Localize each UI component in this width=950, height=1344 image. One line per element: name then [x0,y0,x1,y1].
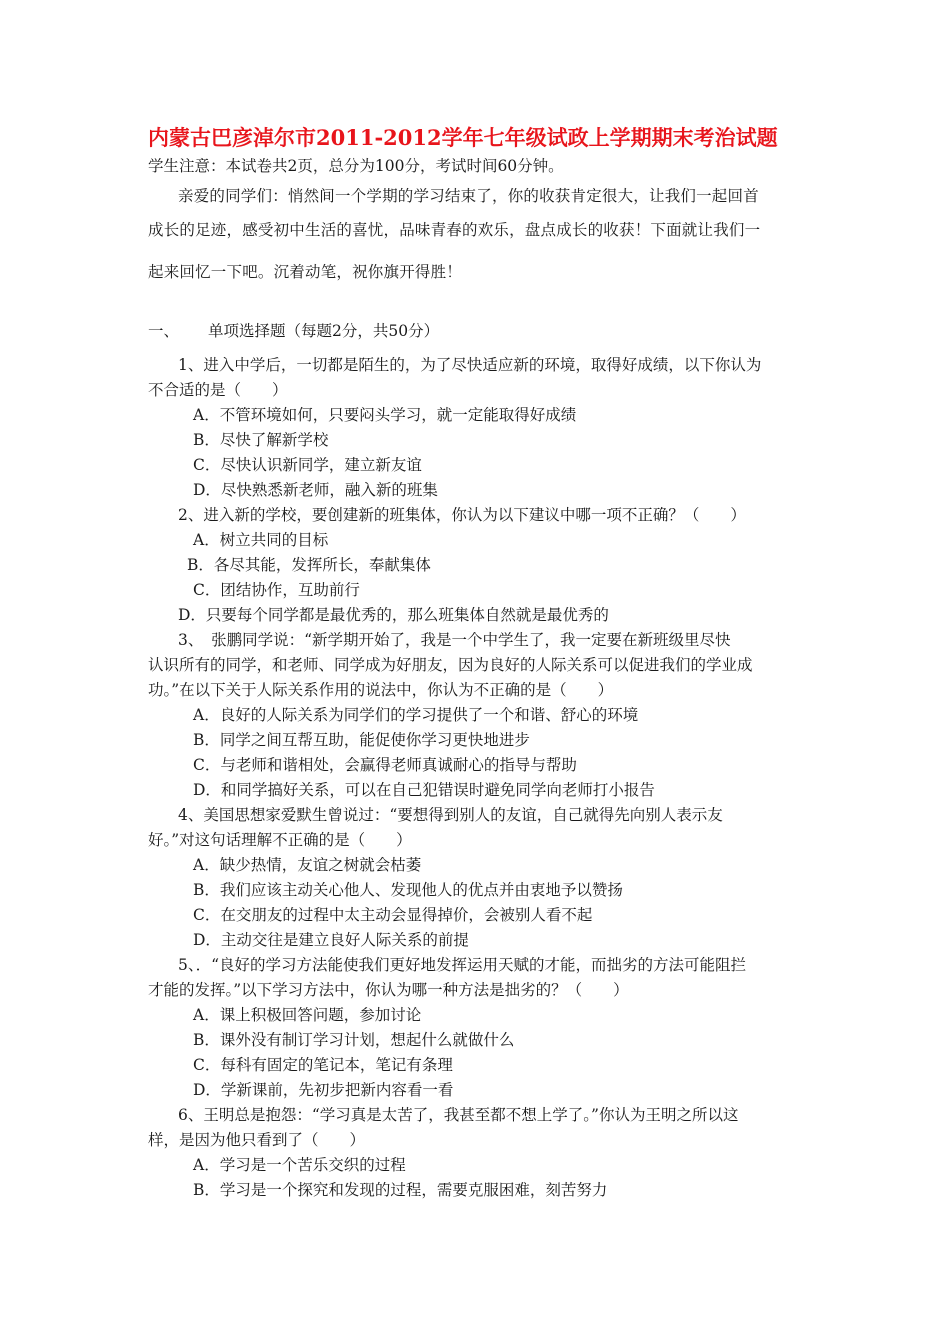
question-5-option-b: B．课外没有制订学习计划，想起什么就做什么 [193,1031,515,1049]
question-3-stem-line-2: 认识所有的同学，和老师、同学成为好朋友，因为良好的人际关系可以促进我们的学业成 [148,656,753,674]
question-2-stem: 2、进入新的学校，要创建新的班集体，你认为以下建议中哪一项不正确？（ ） [178,506,746,524]
question-1-option-d: D．尽快熟悉新老师，融入新的班集 [193,481,438,499]
question-4-option-a: A．缺少热情，友谊之树就会枯萎 [193,856,422,874]
question-4-option-d: D．主动交往是建立良好人际关系的前提 [193,931,469,949]
question-3-stem-line-1: 3、 张鹏同学说：“新学期开始了，我是一个中学生了，我一定要在新班级里尽快 [178,631,731,649]
question-5-stem-line-2: 才能的发挥。”以下学习方法中，你认为哪一种方法是拙劣的？（ ） [148,981,629,999]
question-1-option-a: A．不管环境如何，只要闷头学习，就一定能取得好成绩 [193,406,577,424]
question-4-option-c: C．在交朋友的过程中太主动会显得掉价，会被别人看不起 [193,906,593,924]
student-notice: 学生注意：本试卷共2页，总分为100分，考试时间60分钟。 [148,157,564,175]
question-4-option-b: B．我们应该主动关心他人、发现他人的优点并由衷地予以赞扬 [193,881,623,899]
question-4-stem-line-2: 好。”对这句话理解不正确的是（ ） [148,831,412,849]
question-5-stem-line-1: 5、．“良好的学习方法能使我们更好地发挥运用天赋的才能，而拙劣的方法可能阻拦 [178,956,747,974]
question-4-stem-line-1: 4、美国思想家爱默生曾说过：“要想得到别人的友谊，自己就得先向别人表示友 [178,806,723,824]
question-3-option-b: B．同学之间互帮互助，能促使你学习更快地进步 [193,731,530,749]
question-6-stem-line-1: 6、王明总是抱怨：“学习真是太苦了，我甚至都不想上学了。”你认为王明之所以这 [178,1106,739,1124]
question-3-option-c: C．与老师和谐相处，会赢得老师真诚耐心的指导与帮助 [193,756,577,774]
intro-line-1: 亲爱的同学们：悄然间一个学期的学习结束了，你的收获肯定很大，让我们一起回首 [178,187,759,205]
question-5-option-c: C．每科有固定的笔记本，笔记有条理 [193,1056,453,1074]
question-6-option-b: B．学习是一个探究和发现的过程，需要克服困难，刻苦努力 [193,1181,608,1199]
question-3-option-a: A．良好的人际关系为同学们的学习提供了一个和谐、舒心的环境 [193,706,639,724]
question-6-stem-line-2: 样，是因为他只看到了（ ） [148,1131,366,1149]
question-1-stem-line-2: 不合适的是（ ） [148,381,288,399]
question-3-stem-line-3: 功。”在以下关于人际关系作用的说法中，你认为不正确的是（ ） [148,681,614,699]
question-5-option-a: A．课上积极回答问题，参加讨论 [193,1006,422,1024]
intro-line-3: 起来回忆一下吧。沉着动笔，祝你旗开得胜！ [148,263,463,281]
question-2-option-d: D．只要每个同学都是最优秀的，那么班集体自然就是最优秀的 [178,606,609,624]
exam-title: 内蒙古巴彦淖尔市2011-2012学年七年级试政上学期期末考治试题 [148,125,778,150]
question-2-option-c: C．团结协作，互助前行 [193,581,360,599]
question-2-option-b: B．各尽其能，发挥所长，奉献集体 [187,556,431,574]
question-6-option-a: A．学习是一个苦乐交织的过程 [193,1156,406,1174]
question-2-option-a: A．树立共同的目标 [193,531,329,549]
section-number: 一、 [148,322,180,340]
question-5-option-d: D．学新课前，先初步把新内容看一看 [193,1081,454,1099]
section-heading: 单项选择题（每题2分，共50分） [208,322,440,340]
question-1-stem-line-1: 1、进入中学后，一切都是陌生的，为了尽快适应新的环境，取得好成绩，以下你认为 [178,356,762,374]
intro-line-2: 成长的足迹，感受初中生活的喜忧，品味青春的欢乐，盘点成长的收获！下面就让我们一 [148,221,761,239]
question-1-option-c: C．尽快认识新同学，建立新友谊 [193,456,422,474]
question-1-option-b: B．尽快了解新学校 [193,431,329,449]
question-3-option-d: D．和同学搞好关系，可以在自己犯错误时避免同学向老师打小报告 [193,781,655,799]
